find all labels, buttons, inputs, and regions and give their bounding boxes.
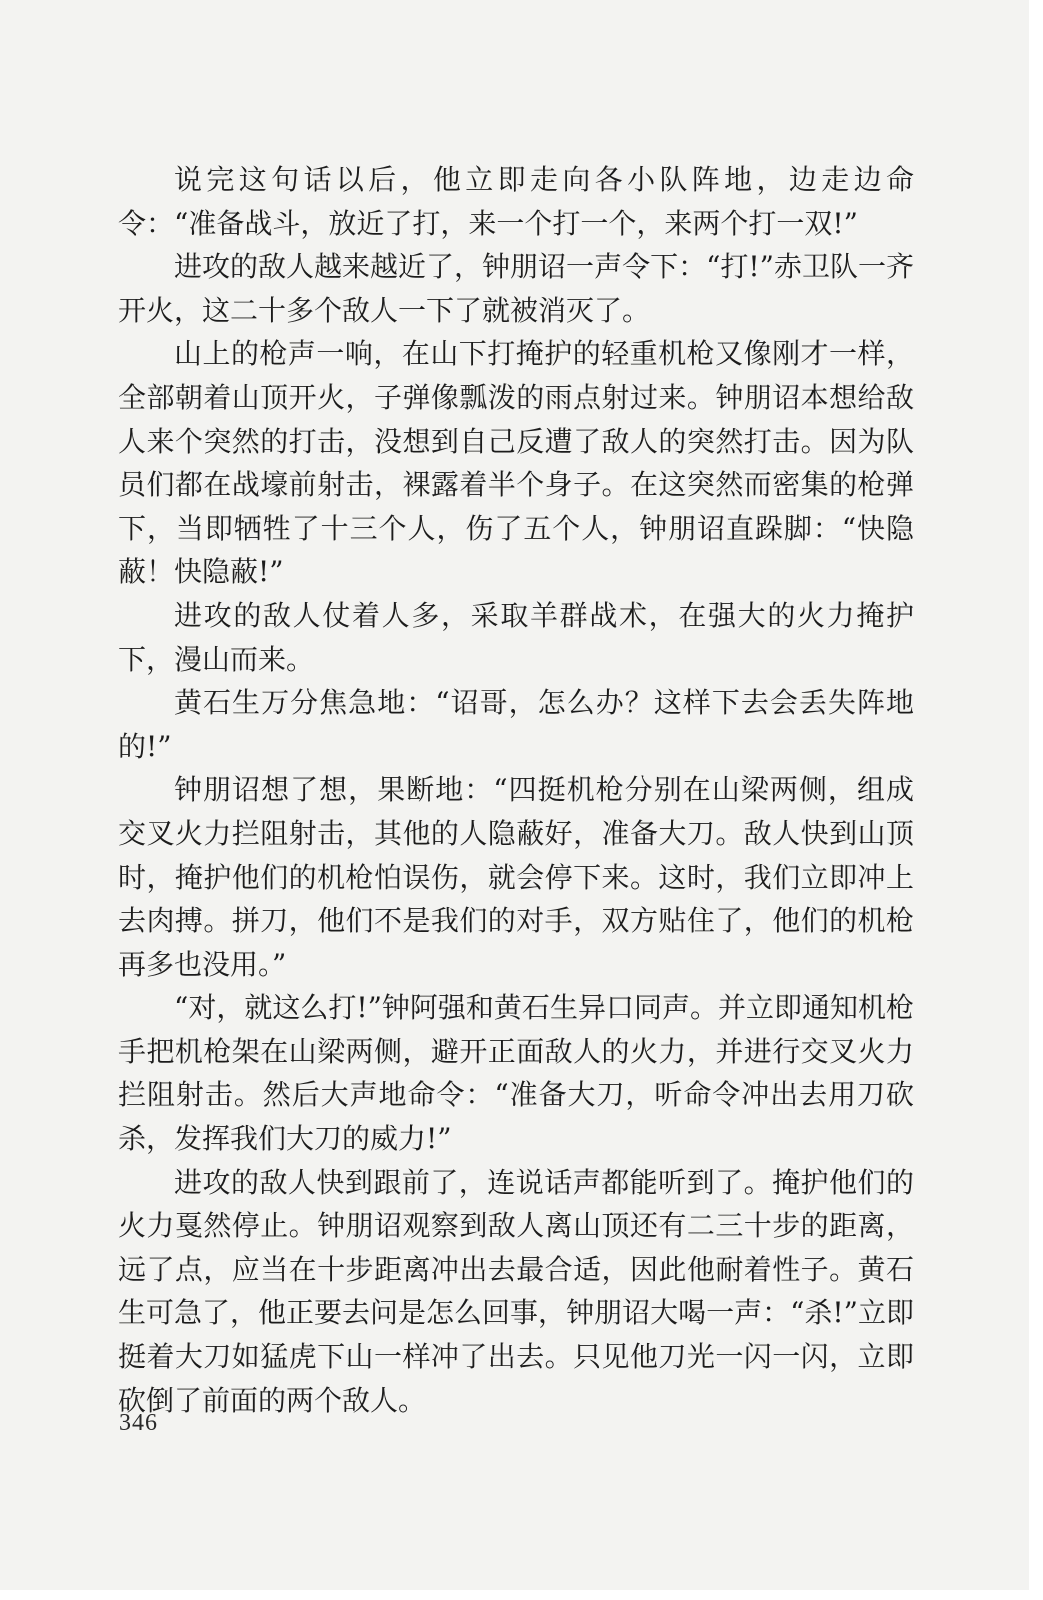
body-text (118, 158, 914, 1422)
paragraph: “对，就这么打!”钟阿强和黄石生异口同声。并立即通知机枪手把机枪架在山梁两侧，避开正面敌人的火力，并进行交叉火力拦阻射击。然后大声地命令：“准备大刀，听命令冲出去用刀砍杀，发挥我们大刀的威力!” (118, 991, 914, 1156)
paragraph: 钟朋诏想了想，果断地：“四挺机枪分别在山梁两侧，组成交叉火力拦阻射击，其他的人隐蔽好，准备大刀。敌人快到山顶时，掩护他们的机枪怕误伤，就会停下来。这时，我们立即冲上去肉搏。拼刀，他们不是我们的对手，双方贴住了，他们的机枪再多也没用。” (118, 773, 914, 981)
paragraph: 进攻的敌人越来越近了，钟朋诏一声令下：“打!”赤卫队一齐开火，这二十多个敌人一下了就被消灭了。 (118, 250, 914, 327)
paragraph: 进攻的敌人快到跟前了，连说话声都能听到了。掩护他们的火力戛然停止。钟朋诏观察到敌人离山顶还有二三十步的距离，远了点，应当在十步距离冲出去最合适，因此他耐着性子。黄石生可急了，他正要去问是怎么回事，钟朋诏大喝一声：“杀!”立即挺着大刀如猛虎下山一样冲了出去。只见他刀光一闪一闪，立即砍倒了前面的两个敌人。 (118, 1165, 914, 1417)
scan-edge-right (1029, 0, 1043, 1600)
scan-edge-bottom (0, 1590, 1043, 1600)
page-number: 346 (119, 1410, 158, 1436)
paragraph: 说完这句话以后，他立即走向各小队阵地，边走边命令：“准备战斗，放近了打，来一个打一个，来两个打一双!” (118, 163, 914, 240)
paragraph: 山上的枪声一响，在山下打掩护的轻重机枪又像刚才一样，全部朝着山顶开火，子弹像瓢泼的雨点射过来。钟朋诏本想给敌人来个突然的打击，没想到自己反遭了敌人的突然打击。因为队员们都在战壕前射击，裸露着半个身子。在这突然而密集的枪弹下，当即牺牲了十三个人，伤了五个人，钟朋诏直跺脚：“快隐蔽！快隐蔽!” (118, 337, 914, 589)
paragraph: 黄石生万分焦急地：“诏哥，怎么办？这样下去会丢失阵地的!” (118, 686, 914, 763)
paragraph: 进攻的敌人仗着人多，采取羊群战术，在强大的火力掩护下，漫山而来。 (118, 598, 914, 676)
